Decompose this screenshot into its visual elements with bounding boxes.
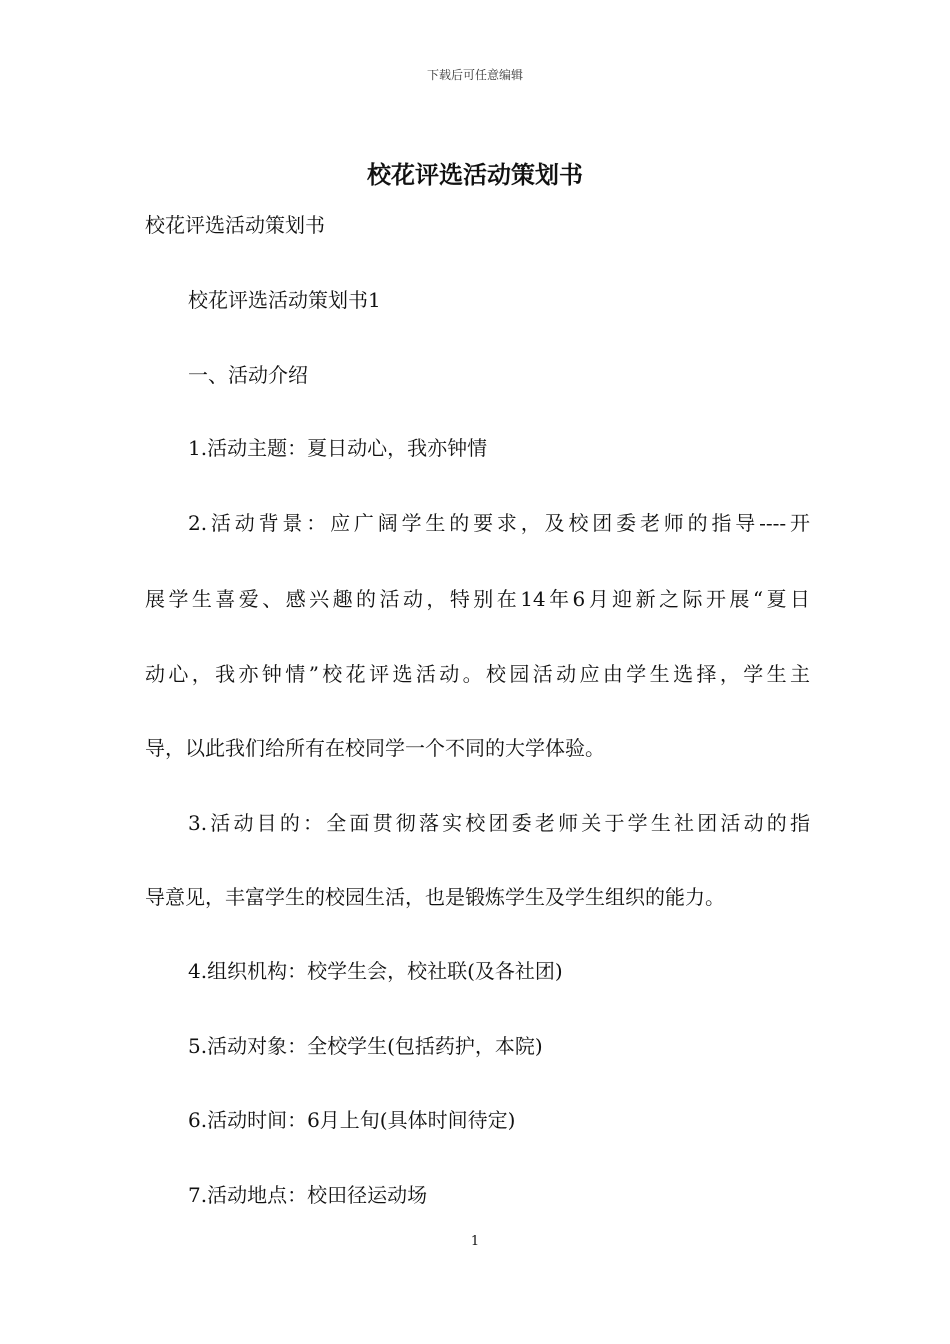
item-activity-purpose-line-2: 导意见，丰富学生的校园生活，也是锻炼学生及学生组织的能力。 xyxy=(145,885,725,909)
item-activity-theme: 1.活动主题：夏日动心，我亦钟情 xyxy=(188,436,488,460)
item-activity-background-line-3: 动心，我亦钟情”校花评选活动。校园活动应由学生选择，学生主 xyxy=(145,662,810,686)
section-title: 校花评选活动策划书1 xyxy=(188,288,381,312)
item-activity-background-line-4: 导，以此我们给所有在校同学一个不同的大学体验。 xyxy=(145,736,605,760)
page-header-note: 下载后可任意编辑 xyxy=(426,68,523,82)
item-activity-background-line-2: 展学生喜爱、感兴趣的活动，特别在14年6月迎新之际开展“夏日 xyxy=(145,587,810,611)
document-title: 校花评选活动策划书 xyxy=(367,160,583,189)
item-activity-location: 7.活动地点：校田径运动场 xyxy=(188,1183,428,1207)
item-organization: 4.组织机构：校学生会，校社联(及各社团) xyxy=(188,959,563,983)
item-activity-audience: 5.活动对象：全校学生(包括药护，本院) xyxy=(188,1034,543,1058)
document-subtitle: 校花评选活动策划书 xyxy=(145,213,325,237)
item-activity-purpose-line-1: 3.活动目的：全面贯彻落实校团委老师关于学生社团活动的指 xyxy=(188,811,810,835)
page-number: 1 xyxy=(470,1234,480,1249)
heading-activity-intro: 一、活动介绍 xyxy=(188,363,308,387)
item-activity-time: 6.活动时间：6月上旬(具体时间待定) xyxy=(188,1108,516,1132)
item-activity-background-line-1: 2.活动背景：应广阔学生的要求，及校团委老师的指导----开 xyxy=(188,511,810,535)
